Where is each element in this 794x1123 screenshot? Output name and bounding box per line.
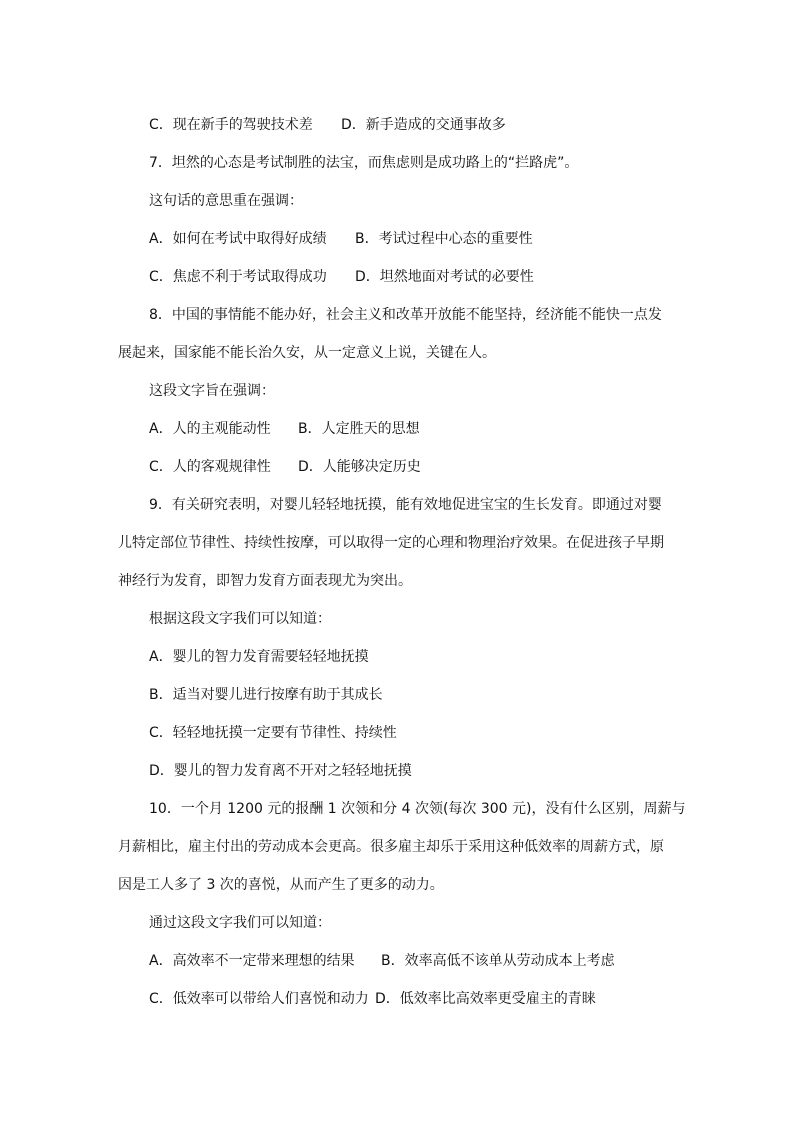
q8-option-b: B．人定胜天的思想 <box>298 421 420 437</box>
q10-option-c: C．低效率可以带给人们喜悦和动力 <box>149 991 369 1007</box>
q10-stem-line: 月薪相比，雇主付出的劳动成本会更高。很多雇主却乐于采用这种低效率的周薪方式，原 <box>118 839 664 855</box>
q7-options-cd <box>149 258 534 296</box>
q9-option-c: C．轻轻地抚摸一定要有节律性、持续性 <box>149 725 397 741</box>
q10-stem-line: 因是工人多了 3 次的喜悦，从而产生了更多的动力。 <box>118 877 444 893</box>
q10-options-ab <box>149 942 615 980</box>
q6-option-d: D．新手造成的交通事故多 <box>341 117 506 133</box>
q10-options-cd <box>149 980 596 1018</box>
q7-option-b: B．考试过程中心态的重要性 <box>355 231 533 247</box>
q7-prompt: 这句话的意思重在强调： <box>149 193 303 209</box>
q6-option-c: C．现在新手的驾驶技术差 <box>149 117 313 133</box>
q7-option-d: D．坦然地面对考试的必要性 <box>355 269 534 285</box>
q9-option-d: D．婴儿的智力发育离不开对之轻轻地抚摸 <box>149 763 412 779</box>
q10-option-d: D．低效率比高效率更受雇主的青睐 <box>375 991 596 1007</box>
q8-option-a: A．人的主观能动性 <box>149 421 271 437</box>
q8-options-cd <box>149 448 421 486</box>
q6-options-cd <box>149 106 506 144</box>
q7-options-ab <box>149 220 533 258</box>
q10-prompt: 通过这段文字我们可以知道： <box>149 915 331 931</box>
q10-option-a: A．高效率不一定带来理想的结果 <box>149 953 355 969</box>
q9-stem-line: 儿特定部位节律性、持续性按摩，可以取得一定的心理和物理治疗效果。在促进孩子早期 <box>118 535 664 551</box>
q8-stem-line: 8．中国的事情能不能办好，社会主义和改革开放能不能坚持，经济能不能快一点发 <box>149 307 662 323</box>
q8-prompt: 这段文字旨在强调： <box>149 383 275 399</box>
q9-stem-line: 9．有关研究表明，对婴儿轻轻地抚摸，能有效地促进宝宝的生长发育。即通过对婴 <box>149 497 662 513</box>
q10-stem-line: 10．一个月 1200 元的报酬 1 次领和分 4 次领(每次 300 元)，没有什么区别，周薪与 <box>149 801 686 817</box>
q10-option-b: B．效率高低不该单从劳动成本上考虑 <box>381 953 615 969</box>
q9-option-b: B．适当对婴儿进行按摩有助于其成长 <box>149 687 383 703</box>
q9-stem-line: 神经行为发育，即智力发育方面表现尤为突出。 <box>118 573 412 589</box>
q8-option-c: C．人的客观规律性 <box>149 459 271 475</box>
q8-stem-line: 展起来，国家能不能长治久安，从一定意义上说，关键在人。 <box>118 345 496 361</box>
q9-prompt: 根据这段文字我们可以知道： <box>149 611 331 627</box>
q7-option-a: A．如何在考试中取得好成绩 <box>149 231 327 247</box>
q7-option-c: C．焦虑不利于考试取得成功 <box>149 269 327 285</box>
q9-option-a: A．婴儿的智力发育需要轻轻地抚摸 <box>149 649 369 665</box>
q7-stem: 7．坦然的心态是考试制胜的法宝，而焦虑则是成功路上的“拦路虎”。 <box>149 155 579 171</box>
q8-option-d: D．人能够决定历史 <box>298 459 421 475</box>
q8-options-ab <box>149 410 420 448</box>
